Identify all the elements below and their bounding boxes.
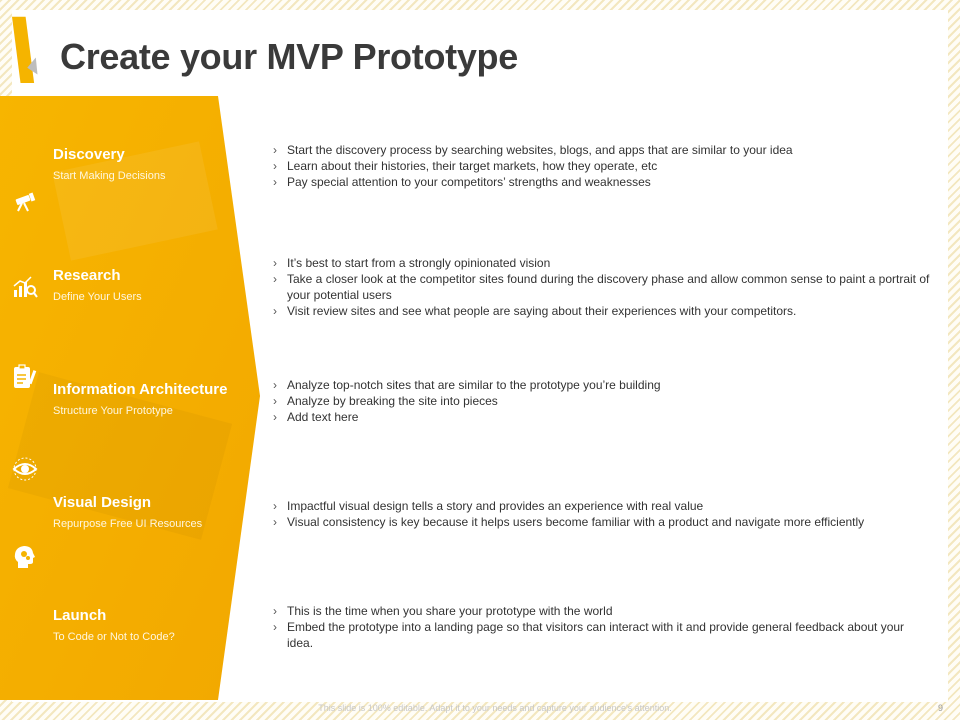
launch-bullets [273, 603, 933, 651]
stages-panel [0, 96, 270, 700]
telescope-icon [12, 188, 38, 214]
list-item: › Pay special attention to your competitors’ strengths and weaknesses [273, 175, 651, 189]
stage-subtitle-discovery: Start Making Decisions [53, 170, 166, 182]
eye-icon [12, 456, 38, 482]
footer-note: This slide is 100% editable. Adapt it to your needs and capture your audience's attention. [318, 703, 672, 713]
list-item: › Visit review sites and see what people are saying about their experiences with your competitors. [273, 304, 797, 318]
list-item: › Embed the prototype into a landing page so that visitors can interact with it and provide general feedback about your idea. [273, 620, 905, 650]
page-number: 9 [938, 703, 944, 713]
list-item: › Visual consistency is key because it helps users become familiar with a product and navigate more efficiently [273, 515, 865, 529]
stage-title-research: Research [53, 267, 121, 284]
visual-design-bullets [273, 498, 933, 530]
clipboard-pencil-icon [12, 364, 38, 390]
discovery-bullets [273, 142, 933, 190]
list-item: › Impactful visual design tells a story and provides an experience with real value [273, 499, 704, 513]
list-item: › Add text here [273, 410, 359, 424]
stage-title-visual-design: Visual Design [53, 494, 152, 511]
chart-search-icon [12, 274, 38, 300]
stage-title-launch: Launch [53, 607, 107, 624]
research-bullets [273, 255, 933, 319]
panel-background [0, 96, 270, 700]
stage-subtitle-research: Define Your Users [53, 291, 142, 303]
list-item: › This is the time when you share your prototype with the world [273, 604, 613, 618]
list-item: › Take a closer look at the competitor sites found during the discovery phase and allow common sense to paint a portrait of your potential users [273, 272, 930, 302]
stage-subtitle-launch: To Code or Not to Code? [53, 631, 175, 643]
list-item: › Analyze top-notch sites that are similar to the prototype you’re building [273, 378, 661, 392]
stage-title-discovery: Discovery [53, 146, 125, 163]
stage-subtitle-visual-design: Repurpose Free UI Resources [53, 518, 203, 530]
information-architecture-bullets [273, 377, 933, 425]
stage-subtitle-information-architecture: Structure Your Prototype [53, 405, 173, 417]
head-gears-icon [12, 544, 38, 570]
list-item: › Start the discovery process by searching websites, blogs, and apps that are similar to your idea [273, 143, 793, 157]
list-item: › Analyze by breaking the site into pieces [273, 394, 498, 408]
page-title: Create your MVP Prototype [60, 36, 518, 77]
list-item: › It’s best to start from a strongly opinionated vision [273, 256, 551, 270]
stage-title-information-architecture: Information Architecture [53, 381, 228, 398]
accent-stripe [12, 10, 46, 100]
list-item: › Learn about their histories, their target markets, how they operate, etc [273, 159, 658, 173]
